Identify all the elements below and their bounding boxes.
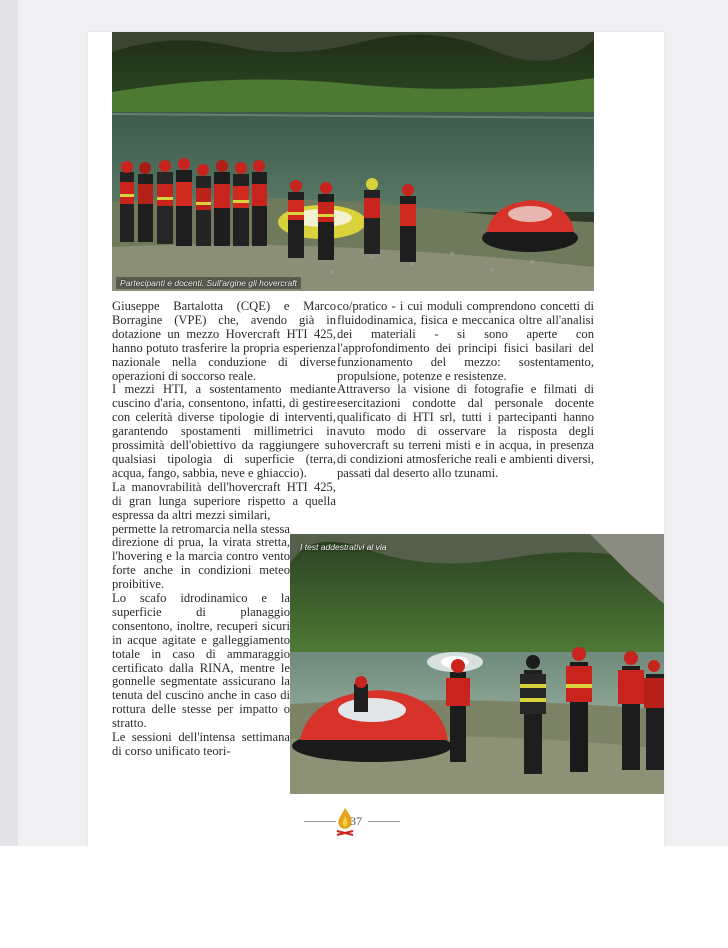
photo-participants-hovercraft: [112, 32, 594, 291]
article-paragraph: La manovrabilità dell'hovercraft HTI 425, di gran lunga superiore rispetto a quella espressa da altri mezzi similari,: [112, 479, 336, 522]
photo1-caption: Partecipanti e docenti. Sull'argine gli hovercraft: [116, 277, 301, 289]
article-paragraph: permette la retromarcia nella stessa direzione di prua, la virata stretta, l'hovering e la marcia contro vento forte anche in condizioni meteo proibitive.: [112, 521, 290, 592]
photo-scene-top: [112, 32, 594, 291]
article-paragraph: Attraverso la visione di fotografie e filmati di esercitazioni condotte dal personale docente qualificato di HTI srl, tutti i partecipanti hanno avuto modo di osservare la risposta degli hovercraft su terreni misti e in acqua, in presenza di condizioni atmosferiche reali e ambienti diversi, passati dal deserto allo tzunami.: [337, 382, 594, 480]
article-paragraph: I mezzi HTI, a sostentamento mediante cuscino d'aria, consentono, infatti, di gestire con celerità diverse tipologie di interventi, garantendo spostamenti millimetrici in prossimità dell'obiettivo da raggiungere su qualsiasi tipologia di superficie (terra, acqua, fango, sabbia, neve e ghiaccio).: [112, 382, 336, 480]
article-paragraph: Lo scafo idrodinamico e la superficie di planaggio consentono, inoltre, recuperi sicuri in acque agitate e galleggiamento totale in caso di ammaraggio certificato dalla RINA, mentre le gonnelle segmentate assicurano la tenuta del cuscino anche in caso di rottura delle stesse per impatto o stratto.: [112, 591, 290, 731]
footer-rule-right: [368, 821, 400, 822]
article-column-right: [337, 300, 594, 481]
photo-training-tests: [290, 534, 664, 794]
viewer-left-edge: [0, 0, 18, 948]
article-paragraph: Giuseppe Bartalotta (CQE) e Marco Borragine (VPE) che, avendo già in dotazione un mezzo Hovercraft HTI 425, hanno potuto trasferire la propria esperienza nazionale nella conduzione di diverse operazioni di soccorso reale.: [112, 299, 336, 383]
article-paragraph: co/pratico - i cui moduli comprendono concetti di fluidodinamica, fisica e meccanica oltre all'analisi dei materiali - si sono aperte con l'approfondimento dei principi fisici basilari del funzionamento del mezzo: sostentamento, propulsione, potenze e resistenze.: [337, 299, 594, 383]
footer-rule-left: [304, 821, 336, 822]
photo2-caption: I test addestrativi al via: [300, 542, 387, 552]
page-footer: [304, 806, 404, 836]
page-number: 37: [350, 814, 362, 828]
article-paragraph: Le sessioni dell'intensa settimana di corso unificato teori-: [112, 730, 290, 758]
photo-scene-bottom: [290, 534, 664, 794]
viewer-background-bottom: [0, 846, 728, 948]
magazine-page: [88, 32, 664, 846]
